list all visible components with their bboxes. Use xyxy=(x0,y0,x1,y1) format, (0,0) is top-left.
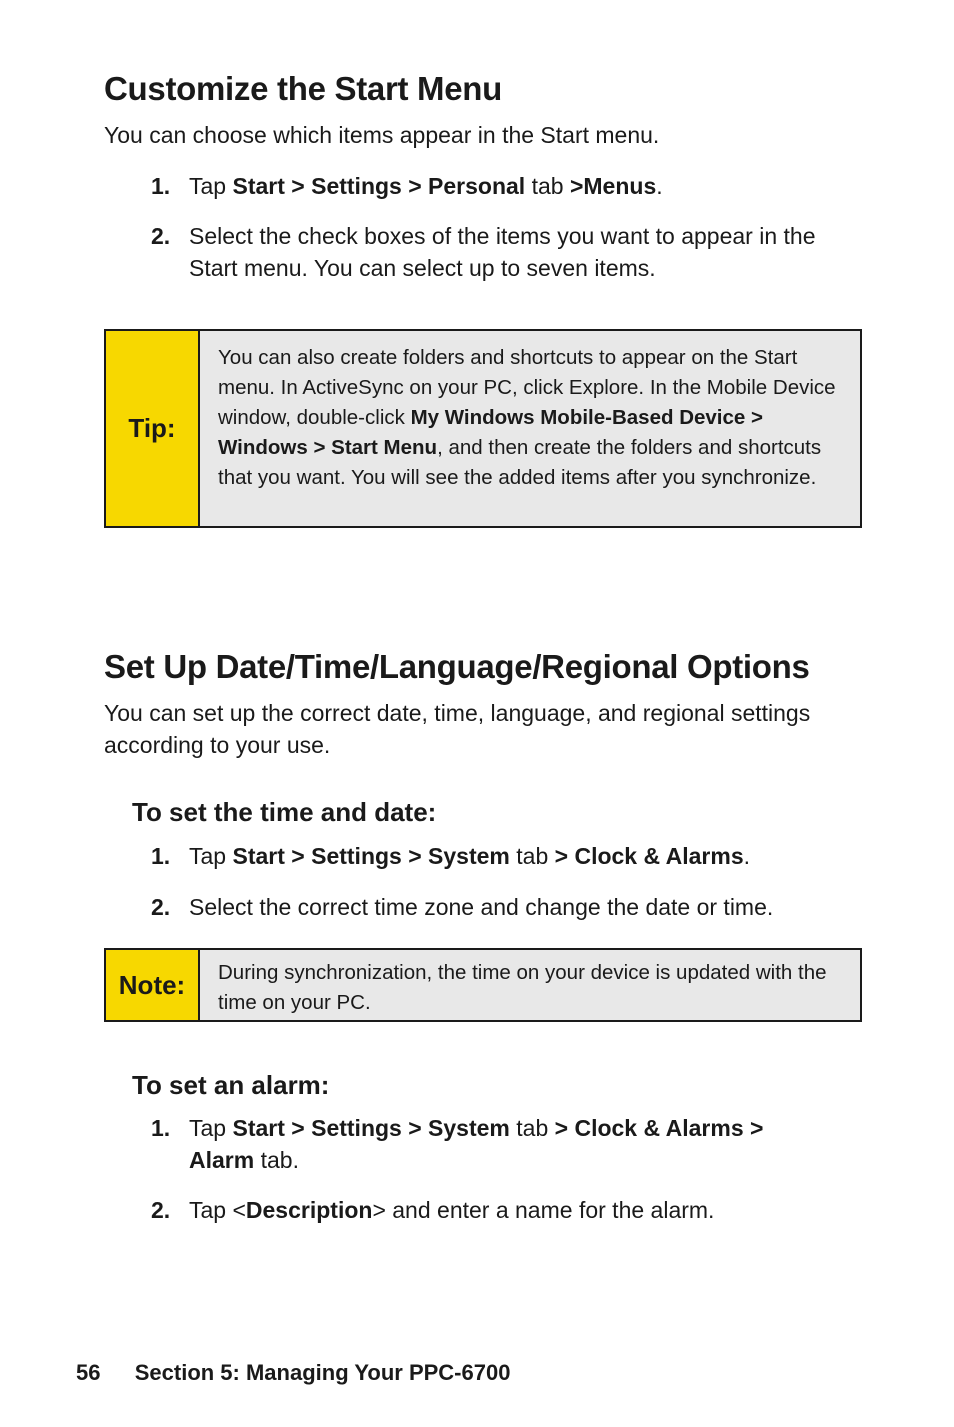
step-text: Tap Start > Settings > Personal tab >Menus. xyxy=(189,173,663,199)
step-number: 2. xyxy=(151,894,171,920)
subheading-alarm: To set an alarm: xyxy=(132,1070,330,1100)
footer-section-title: Section 5: Managing Your PPC-6700 xyxy=(134,1360,511,1385)
section-title-customize-start-menu: Customize the Start Menu xyxy=(104,70,503,107)
tip-label: Tip: xyxy=(106,331,200,526)
step-text: Tap Start > Settings > System tab > Clock & Alarms > Alarm tab. xyxy=(189,1115,764,1173)
section-intro: You can choose which items appear in the Start menu. xyxy=(104,122,660,148)
step-text: Tap Start > Settings > System tab > Clock & Alarms. xyxy=(189,843,751,869)
step-text: Select the correct time zone and change the date or time. xyxy=(189,894,774,920)
step-text: Select the check boxes of the items you want to appear in the Start menu. You can select up to seven items. xyxy=(189,223,816,281)
tip-callout xyxy=(104,329,862,528)
page-footer xyxy=(76,1360,510,1386)
subheading-time-date: To set the time and date: xyxy=(132,797,437,827)
page-number: 56 xyxy=(76,1360,101,1385)
step-number: 2. xyxy=(151,1197,171,1223)
section-intro: You can set up the correct date, time, language, and regional settings according to your use. xyxy=(104,700,811,758)
step-number: 1. xyxy=(151,1115,171,1141)
note-label: Note: xyxy=(106,950,200,1020)
step-number: 1. xyxy=(151,843,171,869)
tip-content: You can also create folders and shortcuts to appear on the Start menu. In ActiveSync on your PC, click Explore. In the Mobile Device window, double-click My Windows Mobile-Based Device > Windows > Start Menu, and then create the folders and shortcuts that you want. You will see the added items after you synchronize. xyxy=(218,346,836,489)
step-number: 1. xyxy=(151,173,171,199)
note-content: During synchronization, the time on your device is updated with the time on your PC. xyxy=(218,961,827,1014)
step-number: 2. xyxy=(151,223,171,249)
section-title-date-time-options: Set Up Date/Time/Language/Regional Options xyxy=(104,648,810,685)
note-callout xyxy=(104,948,862,1022)
step-text: Tap <Description> and enter a name for the alarm. xyxy=(189,1197,715,1223)
